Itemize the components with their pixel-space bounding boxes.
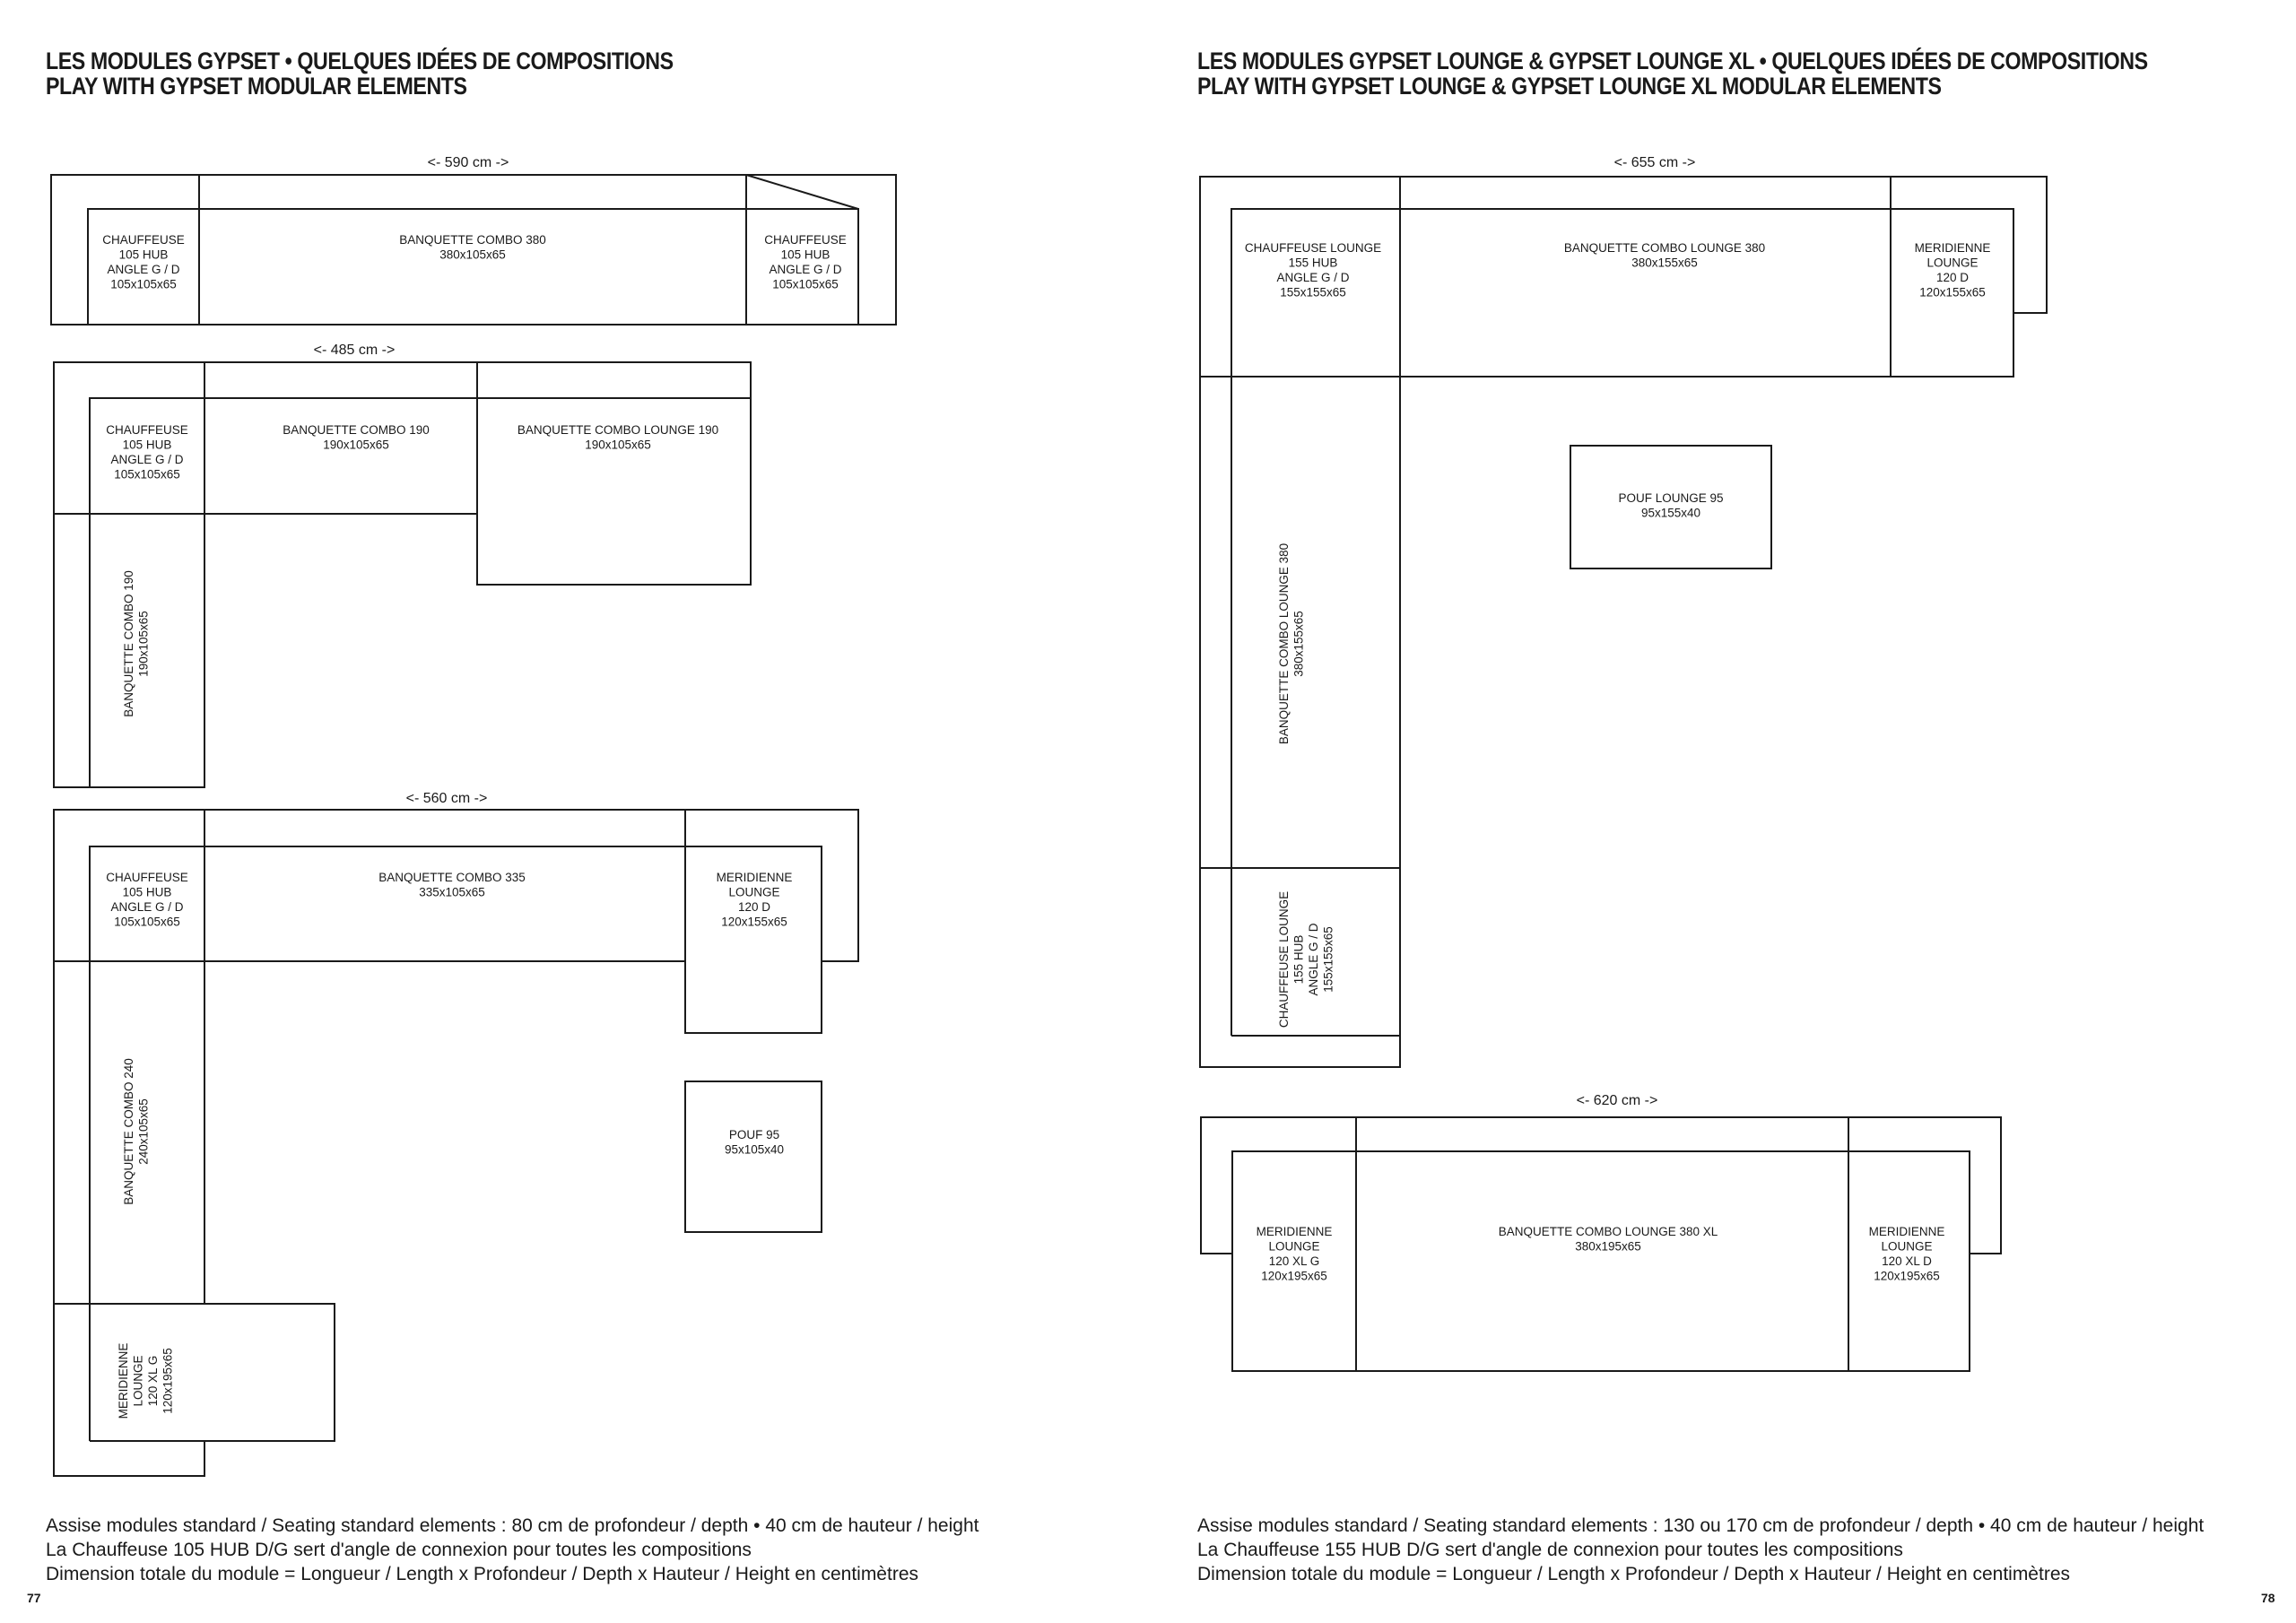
comp3-label-pouf-95-text (725, 1128, 784, 1157)
left-note-3: Dimension totale du module = Longueur / Length x Profondeur / Depth x Hauteur / Height en centimètres (46, 1564, 918, 1584)
comp3-label-banquette-335 (378, 871, 526, 899)
comp1-label-chauffeuse-left-line: 105x105x65 (110, 277, 177, 291)
comp3-label-meridienne-120d-line: 120 D (737, 900, 771, 914)
comp5-label-meridienne-120xld-line: LOUNGE (1881, 1239, 1933, 1254)
comp5-label-banquette-lounge-380xl-text (1499, 1225, 1718, 1254)
right-note-1: Assise modules standard / Seating standard elements : 130 ou 170 cm de profondeur / depth • 40 cm de hauteur / height (1197, 1515, 2205, 1536)
comp3-label-chauffeuse (106, 871, 188, 929)
comp3-label-pouf-95 (725, 1128, 784, 1157)
comp4-label-chauffeuse-lounge-top-line: ANGLE G / D (1276, 271, 1350, 284)
comp1-label-banquette-380 (399, 233, 546, 262)
dim-655: <- 655 cm -> (1613, 155, 1696, 170)
comp3-label-chauffeuse-line: CHAUFFEUSE (106, 871, 188, 884)
comp4-label-banquette-lounge-380-line: BANQUETTE COMBO LOUNGE 380 (1563, 241, 1766, 255)
right-note-2: La Chauffeuse 155 HUB D/G sert d'angle de connexion pour toutes les compositions (1197, 1540, 1903, 1560)
left-page-number: 77 (27, 1591, 41, 1605)
comp3-label-meridienne-120xlg-text (117, 1343, 175, 1419)
comp3-label-meridienne-120xlg-line: 120 XL G (146, 1355, 160, 1407)
comp5-label-meridienne-120xld (1869, 1225, 1945, 1283)
comp1-label-chauffeuse-left (102, 233, 185, 291)
comp4-label-pouf-lounge-95-line: POUF LOUNGE 95 (1618, 491, 1724, 505)
left-notes (46, 1514, 978, 1586)
comp5-label-meridienne-120xlg (1257, 1225, 1333, 1283)
comp3-pouf-95 (685, 1081, 822, 1232)
comp2-label-banquette-lounge-190-text (517, 423, 718, 452)
comp1-label-chauffeuse-right-line: CHAUFFEUSE (764, 233, 847, 247)
comp4-label-banquette-lounge-380 (1564, 241, 1765, 270)
comp5-label-meridienne-120xlg-text (1257, 1225, 1333, 1283)
comp3-label-chauffeuse-line: ANGLE G / D (110, 900, 184, 914)
comp1-label-chauffeuse-left-line: 105 HUB (118, 247, 169, 262)
comp4-label-banquette-lounge-380-vertical (1277, 543, 1306, 744)
comp2-label-banquette-190-line: BANQUETTE COMBO 190 (283, 423, 430, 437)
comp1-label-chauffeuse-left-text (102, 233, 185, 291)
right-notes (1197, 1514, 2204, 1586)
comp1-label-chauffeuse-right-line: 105x105x65 (772, 277, 839, 291)
comp1-label-chauffeuse-right-line: ANGLE G / D (769, 263, 842, 276)
comp2-label-chauffeuse (106, 423, 188, 482)
comp4-label-meridienne-120d-line: 120x155x65 (1919, 285, 1986, 299)
right-title-line-1: LES MODULES GYPSET LOUNGE & GYPSET LOUNGE XL • QUELQUES IDÉES DE COMPOSITIONS (1197, 48, 2148, 74)
comp4-label-meridienne-120d (1915, 241, 1991, 299)
comp2-label-banquette-190-vertical-line: 190x105x65 (136, 611, 151, 677)
comp5-label-meridienne-120xld-text (1869, 1225, 1945, 1283)
comp2-label-banquette-190-vertical (122, 570, 151, 717)
comp3-label-banquette-240-text (122, 1058, 151, 1205)
comp5-label-meridienne-120xld-line: 120x195x65 (1874, 1269, 1940, 1283)
comp3-label-banquette-240-line: 240x105x65 (136, 1098, 151, 1165)
comp2-label-banquette-190-vertical-text (122, 570, 151, 717)
comp4-label-pouf-lounge-95-line: 95x155x40 (1640, 506, 1701, 520)
comp4-label-banquette-lounge-380-vertical-line: BANQUETTE COMBO LOUNGE 380 (1277, 542, 1291, 745)
comp2-label-banquette-190-line: 190x105x65 (323, 438, 389, 452)
comp5-label-meridienne-120xlg-line: 120x195x65 (1261, 1269, 1327, 1283)
dim-620: <- 620 cm -> (1576, 1093, 1658, 1108)
comp4-label-chauffeuse-lounge-top-line: CHAUFFEUSE LOUNGE (1244, 241, 1382, 255)
comp1-label-banquette-380-line: BANQUETTE COMBO 380 (399, 233, 546, 247)
comp5-label-meridienne-120xlg-line: 120 XL G (1268, 1254, 1320, 1268)
comp3-label-banquette-335-line: BANQUETTE COMBO 335 (378, 871, 526, 884)
comp5-label-meridienne-120xld-line: 120 XL D (1882, 1254, 1932, 1268)
right-title-line-2: PLAY WITH GYPSET LOUNGE & GYPSET LOUNGE XL MODULAR ELEMENTS (1197, 73, 1942, 100)
comp4-label-pouf-lounge-95 (1618, 491, 1723, 520)
comp3-label-meridienne-120xlg-line: MERIDIENNE (117, 1342, 130, 1419)
comp4-label-meridienne-120d-line: MERIDIENNE (1914, 241, 1991, 255)
left-title-line-2: PLAY WITH GYPSET MODULAR ELEMENTS (46, 73, 467, 100)
comp4-label-chauffeuse-lounge-bottom-line: CHAUFFEUSE LOUNGE (1277, 890, 1291, 1028)
left-note-2: La Chauffeuse 105 HUB D/G sert d'angle de connexion pour toutes les compositions (46, 1540, 752, 1560)
comp4-label-banquette-lounge-380-line: 380x155x65 (1631, 256, 1698, 270)
comp1-label-chauffeuse-left-line: ANGLE G / D (107, 263, 180, 276)
left-note-1: Assise modules standard / Seating standard elements : 80 cm de profondeur / depth • 40 cm de hauteur / height (46, 1515, 979, 1536)
comp4-label-chauffeuse-lounge-bottom-line: ANGLE G / D (1307, 923, 1320, 996)
comp4-label-meridienne-120d-line: 120 D (1935, 271, 1970, 284)
comp2-label-chauffeuse-text (106, 423, 188, 482)
comp5-label-banquette-lounge-380xl (1499, 1225, 1718, 1254)
comp4-label-meridienne-120d-line: LOUNGE (1926, 256, 1979, 270)
comp2-label-banquette-lounge-190-line: 190x105x65 (585, 438, 651, 452)
dim-590: <- 590 cm -> (427, 155, 509, 170)
dim-560: <- 560 cm -> (405, 791, 488, 806)
comp4-label-chauffeuse-lounge-bottom-line: 155x155x65 (1321, 926, 1335, 993)
comp3-label-pouf-95-line: POUF 95 (728, 1128, 780, 1141)
comp3-label-banquette-240-line: BANQUETTE COMBO 240 (122, 1058, 135, 1205)
comp2-label-banquette-190 (283, 423, 430, 452)
comp3-label-banquette-335-line: 335x105x65 (419, 885, 485, 899)
comp1-label-chauffeuse-right-line: 105 HUB (780, 247, 831, 262)
dim-485: <- 485 cm -> (313, 343, 396, 358)
comp3-label-chauffeuse-text (106, 871, 188, 929)
comp3-label-meridienne-120xlg (117, 1343, 175, 1419)
comp4-label-chauffeuse-lounge-top-text (1245, 241, 1381, 299)
comp2-label-banquette-lounge-190 (517, 423, 718, 452)
right-note-3: Dimension totale du module = Longueur / Length x Profondeur / Depth x Hauteur / Height en centimètres (1197, 1564, 2070, 1584)
comp4-label-chauffeuse-lounge-top (1245, 241, 1381, 299)
comp5-label-meridienne-120xlg-line: LOUNGE (1268, 1239, 1320, 1254)
comp4-label-chauffeuse-lounge-bottom-text (1277, 891, 1335, 1028)
comp3-label-chauffeuse-line: 105x105x65 (114, 915, 180, 929)
comp1-label-chauffeuse-left-line: CHAUFFEUSE (102, 233, 185, 247)
comp1-label-banquette-380-line: 380x105x65 (439, 247, 506, 262)
comp3-label-chauffeuse-line: 105 HUB (122, 885, 172, 899)
comp4-label-chauffeuse-lounge-top-line: 155 HUB (1288, 256, 1338, 270)
comp2-label-banquette-lounge-190-line: BANQUETTE COMBO LOUNGE 190 (517, 423, 719, 437)
comp4-label-chauffeuse-lounge-bottom (1277, 891, 1335, 1028)
comp2-label-banquette-190-vertical-line: BANQUETTE COMBO 190 (122, 570, 135, 717)
comp3-label-banquette-335-text (378, 871, 526, 899)
comp5-label-meridienne-120xlg-line: MERIDIENNE (1256, 1225, 1333, 1238)
comp4-label-meridienne-120d-text (1915, 241, 1991, 299)
comp3-label-pouf-95-line: 95x105x40 (724, 1142, 785, 1157)
comp2-label-chauffeuse-line: 105 HUB (122, 438, 172, 452)
comp4-label-pouf-lounge-95-text (1618, 491, 1723, 520)
comp4-label-banquette-lounge-380-text (1564, 241, 1765, 270)
comp2-label-chauffeuse-line: CHAUFFEUSE (106, 423, 188, 437)
left-title-line-1: LES MODULES GYPSET • QUELQUES IDÉES DE COMPOSITIONS (46, 48, 674, 74)
comp2-label-chauffeuse-line: 105x105x65 (114, 467, 180, 482)
comp5-label-banquette-lounge-380xl-line: 380x195x65 (1575, 1239, 1641, 1254)
comp4-label-chauffeuse-lounge-bottom-line: 155 HUB (1292, 934, 1306, 985)
comp3-label-meridienne-120d (717, 871, 793, 929)
comp2-label-chauffeuse-line: ANGLE G / D (110, 453, 184, 466)
right-page-number: 78 (2261, 1591, 2275, 1605)
comp1-label-chauffeuse-right-text (764, 233, 847, 291)
comp3-label-meridienne-120xlg-line: LOUNGE (131, 1355, 145, 1407)
comp5-label-meridienne-120xld-line: MERIDIENNE (1868, 1225, 1945, 1238)
comp3-label-meridienne-120xlg-line: 120x195x65 (161, 1348, 175, 1414)
comp3-label-meridienne-120d-line: LOUNGE (728, 885, 780, 899)
comp1-label-chauffeuse-right (764, 233, 847, 291)
comp1-label-banquette-380-text (399, 233, 546, 262)
comp3-label-meridienne-120d-text (717, 871, 793, 929)
comp4-label-banquette-lounge-380-vertical-text (1277, 543, 1306, 744)
comp4-label-chauffeuse-lounge-top-line: 155x155x65 (1280, 285, 1346, 299)
comp3-label-meridienne-120d-line: MERIDIENNE (716, 871, 793, 884)
comp2-label-banquette-190-text (283, 423, 430, 452)
comp4-label-banquette-lounge-380-vertical-line: 380x155x65 (1292, 611, 1306, 677)
comp3-label-banquette-240 (122, 1058, 151, 1205)
comp5-label-banquette-lounge-380xl-line: BANQUETTE COMBO LOUNGE 380 XL (1498, 1225, 1718, 1238)
comp3-label-meridienne-120d-line: 120x155x65 (721, 915, 787, 929)
